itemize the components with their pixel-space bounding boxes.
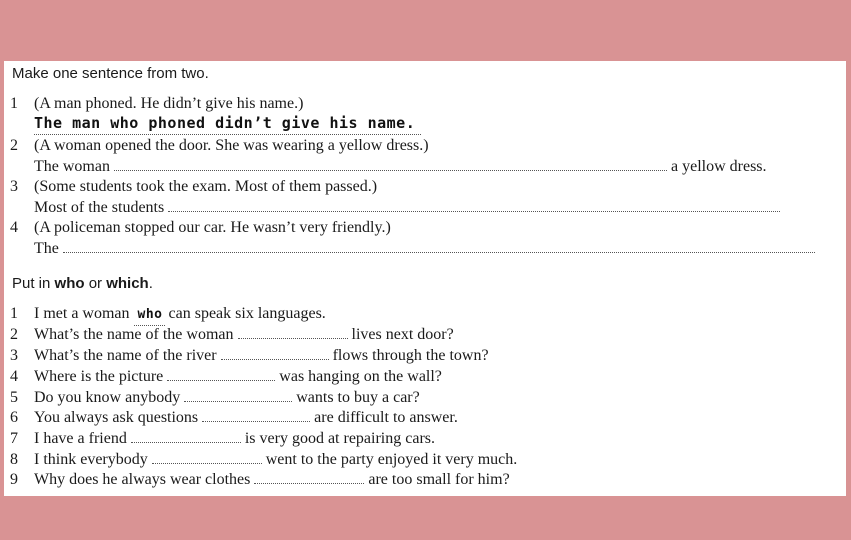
answer-blank[interactable] (114, 158, 667, 171)
item-prompt: (A woman opened the door. She was wearing a yellow dress.) (34, 137, 429, 154)
answer-blank[interactable] (152, 451, 262, 464)
heading-who: who (54, 275, 85, 292)
exercise2-item-8 (10, 450, 517, 470)
sentence-before: Where is the picture (34, 368, 164, 385)
sentence-before: I think everybody (34, 451, 148, 468)
exercise2-item-9 (10, 470, 510, 490)
item-prompt: (Some students took the exam. Most of them passed.) (34, 178, 378, 195)
sentence-before: What’s the name of the river (34, 347, 217, 364)
answer-blank[interactable] (167, 368, 275, 381)
sentence-after: wants to buy a car? (296, 389, 420, 406)
item-number: 3 (10, 347, 18, 364)
answer-blank[interactable] (184, 389, 292, 402)
item-number: 5 (10, 389, 18, 406)
sentence-before: I met a woman (34, 305, 130, 322)
sentence-after: is very good at repairing cars. (244, 430, 435, 447)
item-number: 1 (10, 305, 18, 322)
answer-blank[interactable] (238, 326, 348, 339)
handwritten-answer: who (137, 307, 163, 322)
answer-blank[interactable] (221, 347, 329, 360)
item-number: 1 (10, 95, 18, 112)
sentence-start: The woman (34, 158, 110, 175)
exercise1-item-4-answer-line (10, 239, 819, 259)
sentence-before: Why does he always wear clothes (34, 471, 251, 488)
exercise2-item-7 (10, 429, 435, 449)
item-prompt: (A policeman stopped our car. He wasn’t very friendly.) (34, 219, 391, 236)
sentence-end: a yellow dress. (670, 158, 767, 175)
answer-blank[interactable] (254, 471, 364, 484)
exercise1-item-1-prompt (10, 94, 303, 114)
heading-text: Put in (12, 275, 55, 292)
heading-dot: . (148, 275, 153, 292)
item-number: 7 (10, 430, 18, 447)
sentence-before: Do you know anybody (34, 389, 181, 406)
exercise1-item-3-prompt (10, 177, 377, 197)
sentence-before: I have a friend (34, 430, 127, 447)
exercise2-item-4 (10, 367, 442, 387)
exercise1-item-2-answer-line (10, 157, 767, 177)
sentence-after: went to the party enjoyed it very much. (265, 451, 518, 468)
handwritten-answer: The man who phoned didn’t give his name. (34, 114, 416, 132)
exercise1-item-3-answer-line (10, 198, 784, 218)
sentence-after: are too small for him? (368, 471, 510, 488)
sentence-start: Most of the students (34, 199, 165, 216)
exercise2-item-1 (10, 304, 326, 326)
item-number: 9 (10, 471, 18, 488)
sentence-after: flows through the town? (332, 347, 489, 364)
exercise2-item-2 (10, 325, 454, 345)
exercise1-item-1-answer-line (10, 113, 421, 135)
sentence-after: was hanging on the wall? (279, 368, 442, 385)
heading-which: which (106, 275, 149, 292)
exercise2-item-6 (10, 408, 458, 428)
item-number: 2 (10, 326, 18, 343)
exercise2-item-5 (10, 388, 420, 408)
item-number: 4 (10, 368, 18, 385)
item-number: 2 (10, 137, 18, 154)
sentence-after: are difficult to answer. (314, 409, 458, 426)
answer-blank[interactable] (202, 409, 310, 422)
section2-heading (12, 275, 153, 292)
heading-or: or (84, 275, 107, 292)
answer-blank[interactable] (63, 240, 815, 253)
item-number: 4 (10, 219, 18, 236)
answer-blank[interactable] (131, 430, 241, 443)
exercise1-item-2-prompt (10, 136, 429, 156)
item-number: 3 (10, 178, 18, 195)
answer-blank[interactable] (168, 199, 780, 212)
section1-heading: Make one sentence from two. (12, 65, 209, 82)
worksheet-page (4, 61, 846, 496)
exercise1-item-4-prompt (10, 218, 391, 238)
sentence-after: lives next door? (351, 326, 454, 343)
sentence-before: You always ask questions (34, 409, 199, 426)
sentence-start: The (34, 240, 59, 257)
item-prompt: (A man phoned. He didn’t give his name.) (34, 95, 304, 112)
exercise2-item-3 (10, 346, 489, 366)
sentence-after: can speak six languages. (168, 305, 326, 322)
item-number: 8 (10, 451, 18, 468)
sentence-before: What’s the name of the woman (34, 326, 234, 343)
item-number: 6 (10, 409, 18, 426)
